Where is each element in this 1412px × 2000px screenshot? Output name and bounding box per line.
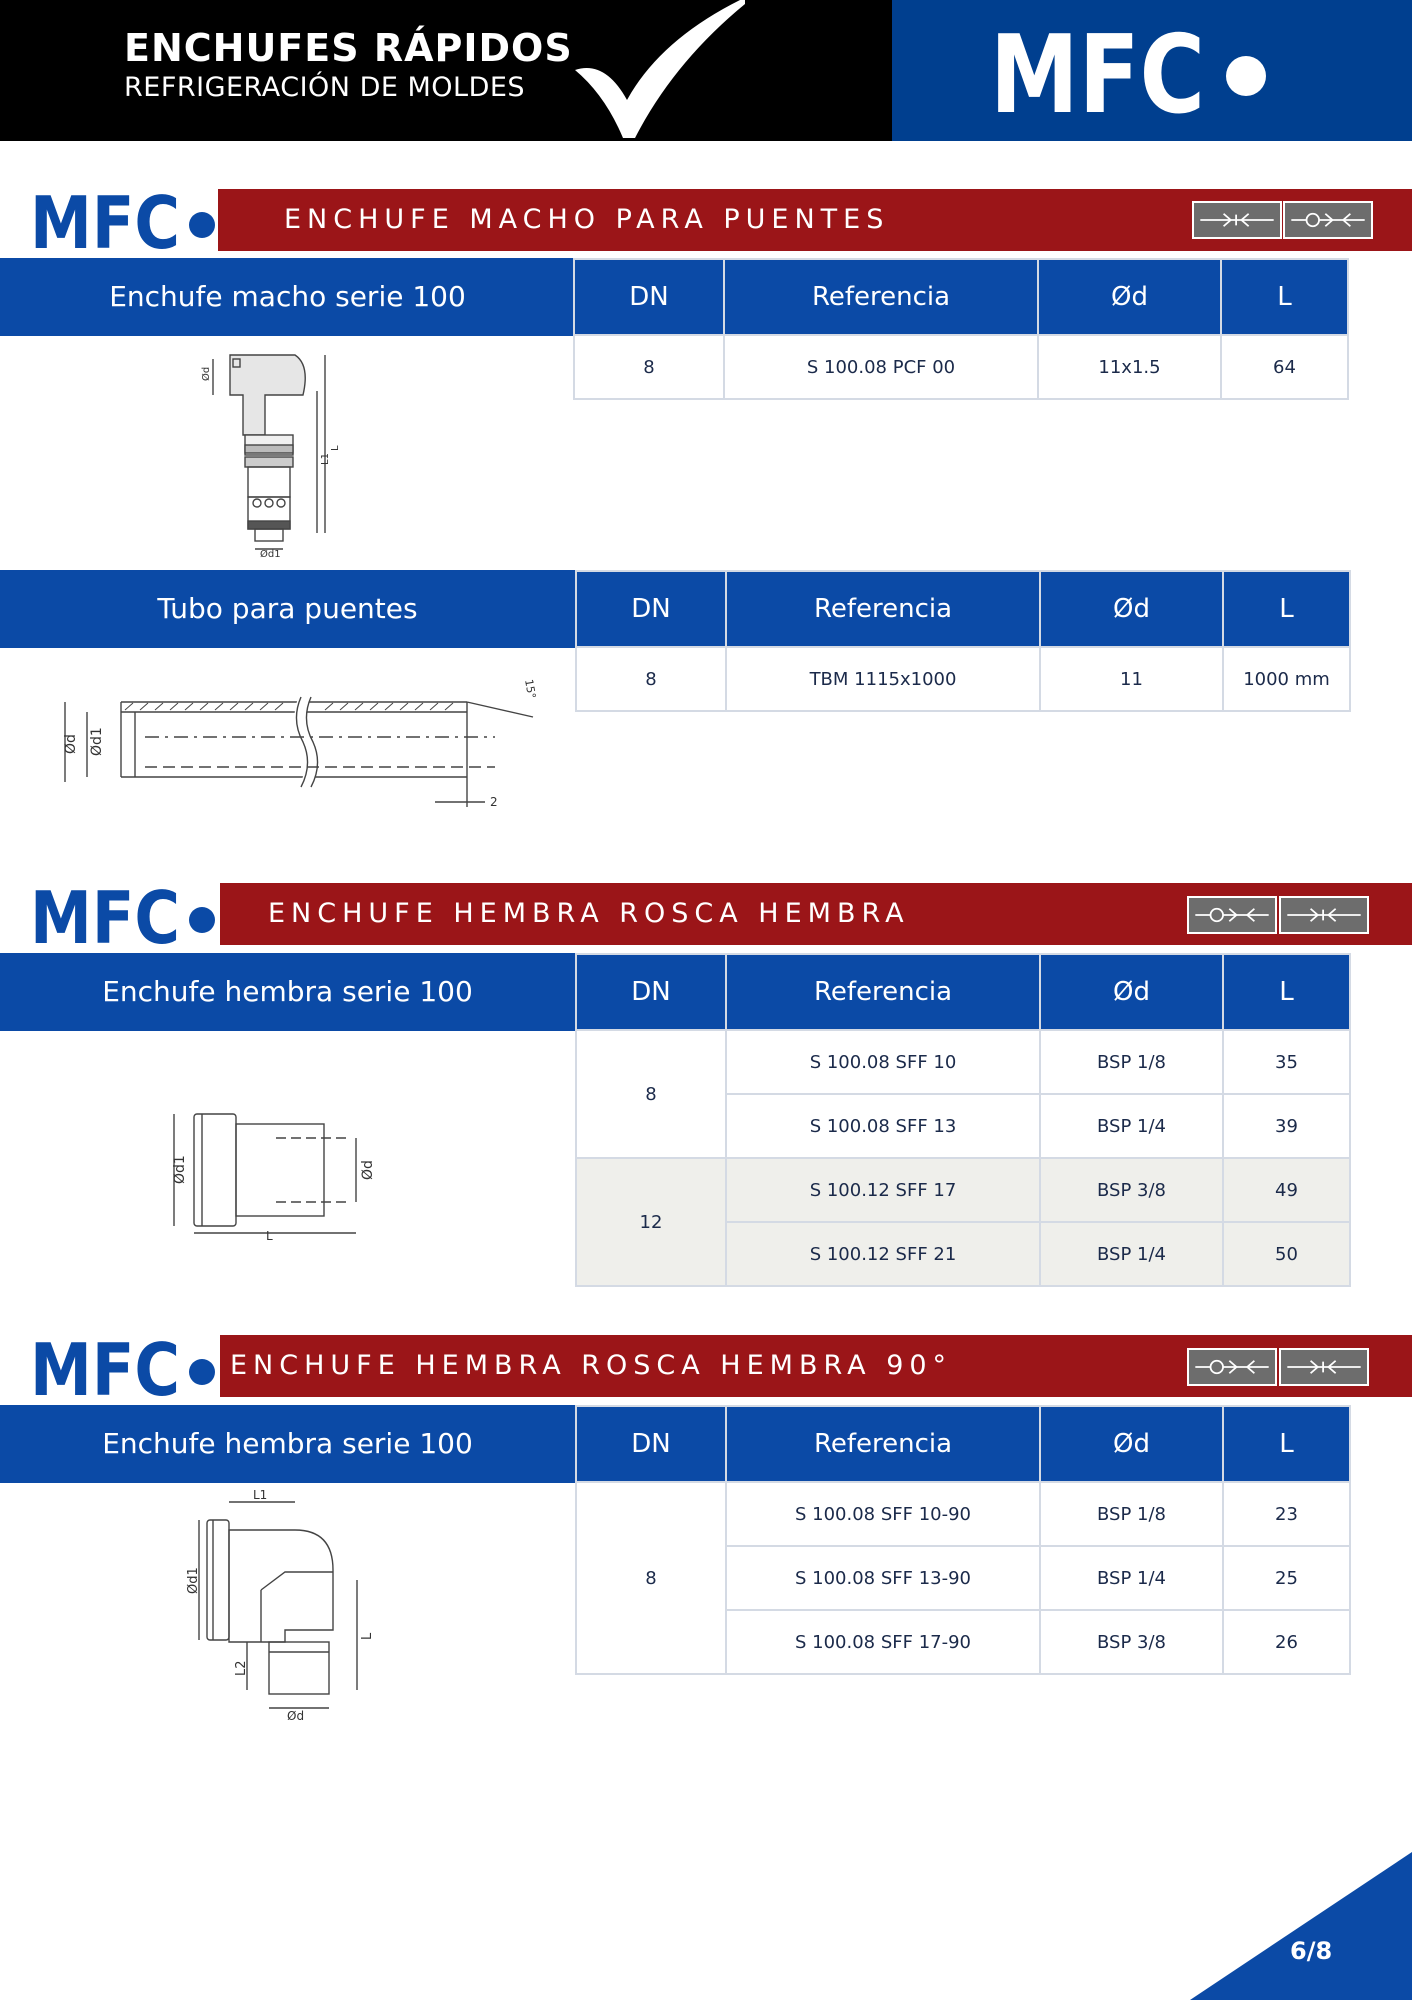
- mfc-logo: [30, 190, 220, 254]
- cell-reference: S 100.12 SFF 17: [726, 1158, 1040, 1222]
- column-header: Ød: [1040, 571, 1223, 647]
- cell-diameter: 11: [1040, 647, 1223, 711]
- dimension-label: L2: [234, 1660, 249, 1676]
- table-row: [574, 335, 1348, 399]
- cell-dn: 8: [576, 1030, 726, 1158]
- column-header: Referencia: [726, 1406, 1040, 1482]
- dimension-label: 15°: [522, 678, 539, 700]
- page-corner-triangle: [1190, 1852, 1412, 2000]
- cell-diameter: BSP 1/8: [1040, 1482, 1223, 1546]
- cell-dn: 12: [576, 1158, 726, 1286]
- female-coupling-symbol-icon: [1187, 896, 1277, 934]
- logo-text: MFC: [990, 28, 1205, 120]
- cell-length: 1000 mm: [1223, 647, 1350, 711]
- cell-dn: 8: [576, 1482, 726, 1674]
- cell-length: 26: [1223, 1610, 1350, 1674]
- female-coupling-symbol-icon: [1187, 1348, 1277, 1386]
- logo-text: MFC: [30, 1337, 180, 1401]
- dimension-label: L1: [320, 453, 331, 465]
- cell-dn: 8: [576, 647, 726, 711]
- tube-drawing: [55, 672, 545, 812]
- header-bar: [0, 0, 892, 141]
- cell-length: 25: [1223, 1546, 1350, 1610]
- cell-length: 64: [1221, 335, 1348, 399]
- cell-diameter: BSP 1/4: [1040, 1094, 1223, 1158]
- dimension-label: L1: [253, 1490, 268, 1502]
- column-header: Referencia: [726, 571, 1040, 647]
- dimension-label: Ød1: [172, 1155, 188, 1184]
- cell-diameter: BSP 3/8: [1040, 1158, 1223, 1222]
- cell-length: 23: [1223, 1482, 1350, 1546]
- spec-table: [575, 953, 1351, 1287]
- cell-reference: S 100.08 SFF 10-90: [726, 1482, 1040, 1546]
- column-header: L: [1223, 571, 1350, 647]
- dimension-label: Ød: [287, 1709, 305, 1720]
- cell-reference: S 100.08 SFF 10: [726, 1030, 1040, 1094]
- cell-length: 50: [1223, 1222, 1350, 1286]
- column-header: L: [1223, 1406, 1350, 1482]
- product-label: Enchufe hembra serie 100: [0, 1405, 575, 1483]
- cell-reference: TBM 1115x1000: [726, 647, 1040, 711]
- mfc-logo: [30, 1337, 220, 1401]
- dimension-label: L: [330, 445, 341, 451]
- cell-diameter: 11x1.5: [1038, 335, 1221, 399]
- dimension-label: Ød: [360, 1160, 376, 1180]
- logo-text: MFC: [30, 190, 180, 254]
- dimension-label: Ød1: [89, 727, 105, 756]
- cell-reference: S 100.08 PCF 00: [724, 335, 1038, 399]
- mfc-logo: [30, 885, 220, 949]
- dimension-label: Ød: [201, 366, 212, 381]
- cell-diameter: BSP 1/4: [1040, 1546, 1223, 1610]
- table-row: [576, 647, 1350, 711]
- cell-length: 49: [1223, 1158, 1350, 1222]
- product-label: Enchufe hembra serie 100: [0, 953, 575, 1031]
- male-coupling-symbol-icon: [1192, 201, 1282, 239]
- dimension-label: L: [360, 1632, 375, 1640]
- cell-reference: S 100.08 SFF 13: [726, 1094, 1040, 1158]
- cell-reference: S 100.08 SFF 17-90: [726, 1610, 1040, 1674]
- column-header: Referencia: [726, 954, 1040, 1030]
- table-row: [576, 1030, 1350, 1094]
- header-subtitle: REFRIGERACIÓN DE MOLDES: [124, 72, 526, 103]
- header-title: ENCHUFES RÁPIDOS: [124, 26, 573, 70]
- elbow-socket-drawing: [185, 1490, 385, 1720]
- column-header: Referencia: [724, 259, 1038, 335]
- column-header: Ød: [1038, 259, 1221, 335]
- column-header: DN: [576, 1406, 726, 1482]
- dimension-label: Ød1: [260, 549, 281, 560]
- table-row: [576, 1482, 1350, 1546]
- column-header: DN: [574, 259, 724, 335]
- dimension-label: Ød1: [186, 1567, 201, 1594]
- column-header: DN: [576, 571, 726, 647]
- checkmark-icon: [565, 0, 745, 141]
- dimension-label: Ød: [63, 734, 79, 754]
- mfc-logo: [990, 28, 1270, 120]
- dimension-label: L: [266, 1229, 273, 1243]
- product-label: Tubo para puentes: [0, 570, 575, 648]
- cell-diameter: BSP 1/8: [1040, 1030, 1223, 1094]
- cell-length: 35: [1223, 1030, 1350, 1094]
- cell-reference: S 100.08 SFF 13-90: [726, 1546, 1040, 1610]
- spec-table: [575, 570, 1351, 712]
- cell-diameter: BSP 3/8: [1040, 1610, 1223, 1674]
- column-header: L: [1223, 954, 1350, 1030]
- male-plug-drawing: [185, 345, 365, 560]
- logo-text: MFC: [30, 885, 180, 949]
- cell-diameter: BSP 1/4: [1040, 1222, 1223, 1286]
- column-header: Ød: [1040, 1406, 1223, 1482]
- column-header: DN: [576, 954, 726, 1030]
- column-header: L: [1221, 259, 1348, 335]
- section-title: ENCHUFE MACHO PARA PUENTES: [284, 204, 890, 235]
- female-coupling-symbol-icon: [1283, 201, 1373, 239]
- column-header: Ød: [1040, 954, 1223, 1030]
- cell-reference: S 100.12 SFF 21: [726, 1222, 1040, 1286]
- table-row: [576, 1158, 1350, 1222]
- section-title: ENCHUFE HEMBRA ROSCA HEMBRA: [268, 898, 910, 929]
- dimension-label: 2: [490, 795, 498, 809]
- spec-table: [575, 1405, 1351, 1675]
- page-number: 6/8: [1290, 1937, 1333, 1965]
- male-coupling-symbol-icon: [1279, 896, 1369, 934]
- product-label: Enchufe macho serie 100: [0, 258, 575, 336]
- male-coupling-symbol-icon: [1279, 1348, 1369, 1386]
- section-title: ENCHUFE HEMBRA ROSCA HEMBRA 90°: [230, 1350, 953, 1381]
- cell-length: 39: [1223, 1094, 1350, 1158]
- spec-table: [573, 258, 1349, 400]
- female-socket-drawing: [168, 1108, 398, 1243]
- cell-dn: 8: [574, 335, 724, 399]
